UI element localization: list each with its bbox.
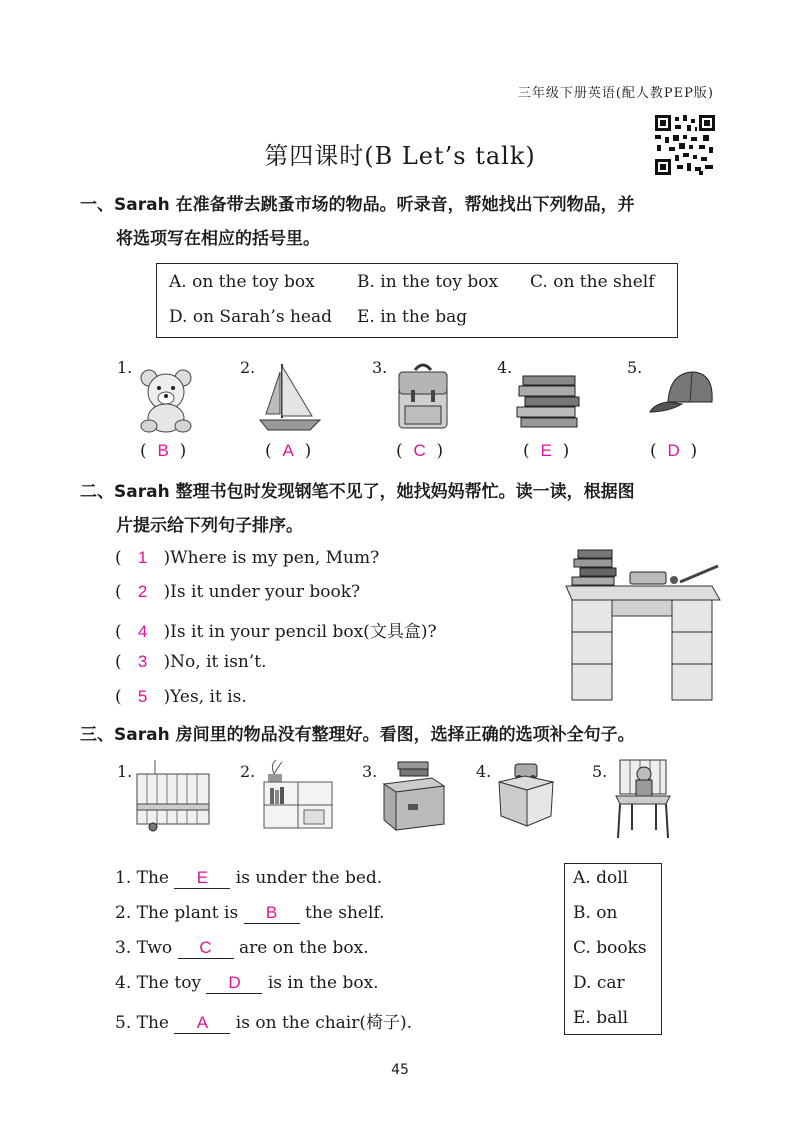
sentence-pre: 1. The	[115, 868, 175, 888]
sentence-text: )Yes, it is.	[163, 687, 247, 707]
sentence-text: )Is it in your pencil box(文具盒)?	[163, 622, 437, 642]
fill-sentence-2	[115, 903, 385, 924]
sentence-row: ( 5 )Yes, it is.	[115, 687, 247, 707]
sentence-row: ( 2 )Is it under your book?	[115, 582, 361, 602]
lesson-title: 第四课时(B Let’s talk)	[264, 142, 536, 170]
option-b: B. in the toy box	[357, 272, 499, 292]
choice-d: D. car	[573, 973, 625, 993]
sentence-row: ( 4 )Is it in your pencil box(文具盒)?	[115, 622, 437, 642]
sentence-pre: 4. The toy	[115, 973, 207, 993]
sentence-pre: 5. The	[115, 1013, 175, 1033]
section1-line1: 一、Sarah 在准备带去跳蚤市场的物品。听录音，帮她找出下列物品，并	[80, 195, 635, 215]
sentence-row: ( 3 )No, it isn’t.	[115, 652, 267, 672]
sentence-post: is under the bed.	[230, 868, 383, 888]
sentence-post: are on the box.	[233, 938, 369, 958]
item1-answer-paren: ( B )	[140, 441, 187, 461]
item4-answer: E	[540, 441, 552, 460]
item3-answer-paren: ( C )	[396, 441, 444, 461]
section1-line2: 将选项写在相应的括号里。	[116, 229, 320, 249]
item1-number: 1.	[117, 358, 133, 377]
header-note: 三年级下册英语(配人教PEP版)	[517, 86, 714, 101]
sentence-post: is in the box.	[262, 973, 379, 993]
item5-number: 5.	[627, 358, 643, 377]
sailboat-icon	[260, 362, 322, 434]
picture3-number: 3.	[362, 762, 378, 781]
sentence-text: )Is it under your book?	[163, 582, 361, 602]
sentence-pre: 3. Two	[115, 938, 178, 958]
order-answer: 2	[137, 582, 148, 601]
item3-number: 3.	[372, 358, 388, 377]
item5-answer-paren: ( D )	[650, 441, 698, 461]
backpack-icon	[393, 362, 453, 432]
picture4-number: 4.	[476, 762, 492, 781]
sentence-post: is on the chair(椅子).	[230, 1013, 413, 1033]
answer-blank: D	[206, 973, 262, 994]
option-d: D. on Sarah’s head	[169, 307, 332, 327]
option-a: A. on the toy box	[169, 272, 315, 292]
section1-instructions	[80, 188, 730, 256]
order-answer: 4	[137, 622, 148, 641]
order-answer: 3	[137, 652, 148, 671]
picture1-number: 1.	[117, 762, 133, 781]
crib-icon	[133, 760, 213, 832]
item2-number: 2.	[240, 358, 256, 377]
fill-sentence-3	[115, 938, 369, 959]
sentence-text: )Where is my pen, Mum?	[163, 548, 380, 568]
section3-instructions: 三、Sarah 房间里的物品没有整理好。看图，选择正确的选项补全句子。	[80, 725, 635, 745]
open-box-icon	[495, 760, 559, 832]
cap-icon	[648, 368, 716, 418]
picture2-number: 2.	[240, 762, 256, 781]
sentence-post: the shelf.	[299, 903, 385, 923]
chair-doll-icon	[612, 760, 674, 840]
fill-sentence-1	[115, 868, 382, 889]
choice-a: A. doll	[573, 868, 629, 888]
shelf-icon	[262, 760, 334, 830]
option-e: E. in the bag	[357, 307, 468, 327]
section2-line1: 二、Sarah 整理书包时发现钢笔不见了，她找妈妈帮忙。读一读，根据图	[80, 482, 635, 502]
picture5-number: 5.	[592, 762, 608, 781]
item3-answer: C	[413, 441, 426, 460]
section1-option-box	[156, 263, 678, 338]
answer-blank: A	[174, 1013, 230, 1034]
page-number: 45	[391, 1062, 409, 1078]
item2-answer-paren: ( A )	[265, 441, 312, 461]
item1-answer: B	[157, 441, 169, 460]
choice-c: C. books	[573, 938, 647, 958]
order-answer: 1	[137, 548, 148, 567]
books-stack-icon	[515, 372, 583, 428]
section2-line2: 片提示给下列句子排序。	[116, 516, 303, 536]
item4-number: 4.	[497, 358, 513, 377]
box-icon	[380, 760, 448, 832]
desk-illustration-icon	[562, 546, 722, 706]
order-answer: 5	[137, 687, 148, 706]
item4-answer-paren: ( E )	[523, 441, 570, 461]
item2-answer: A	[282, 441, 294, 460]
answer-blank: C	[178, 938, 234, 959]
answer-blank: B	[244, 903, 300, 924]
sentence-row: ( 1 )Where is my pen, Mum?	[115, 548, 380, 568]
fill-sentence-5	[115, 1008, 412, 1034]
section3-choice-box	[564, 863, 662, 1035]
sentence-pre: 2. The plant is	[115, 903, 244, 923]
item5-answer: D	[667, 441, 680, 460]
fill-sentence-4	[115, 973, 379, 994]
section2-instructions	[80, 475, 730, 543]
answer-blank: E	[174, 868, 230, 889]
teddy-bear-icon	[135, 368, 197, 434]
choice-e: E. ball	[573, 1008, 629, 1028]
option-c: C. on the shelf	[530, 272, 655, 292]
choice-b: B. on	[573, 903, 618, 923]
sentence-text: )No, it isn’t.	[163, 652, 267, 672]
